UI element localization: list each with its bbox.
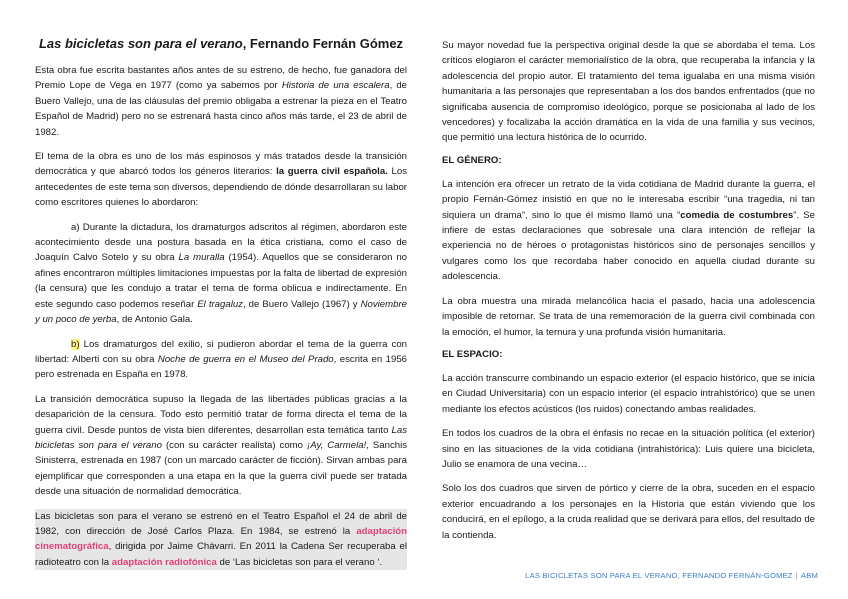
document-title: [35, 36, 407, 52]
text-span: La intención era ofrecer un retrato de la vida cotidiana de Madrid durante la guerra, el propio Fernán-Gómez insistió en que no le interesaba escribir “una tragedia, ni tan siquiera un drama”, sino lo que él mismo llamó una “: [442, 178, 815, 221]
text-span: de ‘Las bicicletas son para el verano ‘.: [216, 556, 383, 568]
text-span: Las bicicletas son para el verano se estrenó en el Teatro Español el 24 de abril de 1982, con dirección de José Carlos Plaza. En 1984, se estrenó la: [35, 510, 407, 537]
text-span: , de Buero Vallejo (1967) y: [242, 298, 361, 310]
paragraph-dictadura: [35, 220, 407, 328]
text-italic: Noche de guerra en el Museo del Prado: [157, 353, 334, 365]
text-span: ”. Se infiere de estas declaraciones que sobresale una clara intención de reflejar la experiencia no de héroes o protagonistas históricos sino de personajes sencillos y vulgares como los que recordaba haber conocido en aquella ciudad durante su adolescencia.: [442, 209, 815, 283]
text-span: , de Antonio Gala.: [116, 314, 193, 326]
paragraph-exilio: [35, 337, 407, 383]
heading-genero: EL GÉNERO:: [442, 154, 502, 166]
text-italic: Noviembre y un poco de yerba: [35, 298, 407, 326]
text-span: (con su carácter realista) como: [161, 439, 308, 451]
link-adaptacion-cinematografica[interactable]: adaptación cinematográfica: [35, 525, 407, 553]
paragraph-accion: La acción transcurre combinando un espacio exterior (el espacio histórico, que se inicia en Ciudad Universitaria) con un espacio interior (el espacio intrahistórico) que se unen mediante los efectos acústicos (los ruidos) conectando ambas realidades.: [442, 372, 815, 415]
text-span: Esta obra fue escrita bastantes años antes de su estreno, de hecho, fue ganadora del Premio Lope de Vega en 1977 (como ya sabemos por: [35, 65, 407, 92]
paragraph-mirada: La obra muestra una mirada melancólica hacia el pasado, hacia una adolescencia imposible de retornar. Se trata de una rememoración de la guerra civil combinada con la emoción, el humor, la ternura y una profunda visión humanitaria.: [442, 295, 815, 338]
paragraph-novedad: Su mayor novedad fue la perspectiva original desde la que se abordaba el tema. Los críticos elogiaron el carácter memorialístico de la obra, que recuperaba la infancia y la adolescencia del propio autor. El tratamiento del tema igualaba en una misma visión humanitaria a las personajes que representaban a los dos bandos enfrentados (que no significaba ausencia de compromiso ideológico, porque se posicionaba al lado de los vencedores) y focalizaba la acción dramática en la vida de una familia y sus vecinos, que permitió una lectura histórica de lo ocurrido.: [442, 40, 815, 144]
text-span: Los antecedentes de este tema son diversos, dependiendo de dónde desarrollaran su labor como escritores quienes lo abordaron:: [35, 166, 407, 209]
paragraph-genero: [442, 177, 815, 285]
paragraph-cuadros: En todos los cuadros de la obra el énfasis no recae en la situación política (el exterior) sino en las situaciones de la vida cotidiana (intrahistórica): Luis quiere una bicicleta, Julio se enamora de una vecina…: [442, 428, 815, 470]
text-span: El tema de la obra es uno de los más espinosos y más tratados desde la transición democrática y que abarcó todos los géneros literarios:: [35, 151, 407, 178]
text-span: , escrita en 1956 pero estrenada en España en 1978.: [35, 353, 407, 381]
paragraph-transicion: [35, 392, 407, 500]
text-span: , Sanchis Sinisterra, estrenada en 1987 (con un marcado carácter de ficción). Sirvan ambas para ejemplificar que corresponden a una etapa en la que la guerra civil puede ser tratada desde una situación de normalidad democrática.: [35, 439, 408, 498]
footer-title: LAS BICICLETAS SON PARA EL VERANO, FERNANDO FERNÁN-GÓMEZ: [525, 571, 793, 580]
text-italic: ¡Ay, Carmela!: [307, 439, 367, 451]
text-bold: la guerra civil española.: [276, 166, 388, 178]
text-span: a) Durante la dictadura, los dramaturgos adscritos al régimen, abordaron este acontecimiento desde una postura basada en la ética cristiana, como el caso de Joaquín Calvo Sotelo y su obra: [35, 221, 407, 264]
heading-espacio: EL ESPACIO:: [442, 348, 503, 360]
paragraph-estreno: [35, 509, 407, 571]
page-footer: [525, 571, 818, 580]
title-work: Las bicicletas son para el verano: [38, 36, 243, 51]
left-column: [35, 36, 407, 579]
paragraph-portico: Solo los dos cuadros que sirven de pórtico y cierre de la obra, suceden en el espacio exterior encuadrando a los personajes en la Historia que están viviendo que los conducirá, en el epílogo, a la cruda realidad que se derivará para ellos, del resultado de la contienda.: [442, 483, 815, 541]
highlight-marker: b): [71, 338, 80, 350]
text-span: La transición democrática supuso la llegada de las libertades públicas gracias a la desaparición de la censura. Todo esto permitió tratar de forma directa el tema de la guerra civil. Desde puntos de vista bien diferentes, desarrollan esta temática tanto: [35, 393, 407, 436]
text-italic: Las bicicletas son para el verano: [35, 424, 407, 451]
paragraph-tema: [35, 149, 407, 211]
text-span: Los dramaturgos del exilio, si pudieron abordar el tema de la guerra con libertad: Alberti con su obra: [35, 338, 407, 365]
text-span: (1954). Aquellos que se consideraron no afines encontraron múltiples limitaciones impuestas por la falta de libertad de expresión (la censura) que les condujo a tratar el tema de forma oblicua e indirectamente. En este segundo caso podemos reseñar: [35, 252, 408, 310]
text-span: , de Buero Vallejo, una de las cláusulas del premio obligaba a estrenar la pieza en el Teatro Español de Madrid) pero no se estrenará hasta cinco años más tarde, el 23 de abril de 1982.: [35, 80, 407, 138]
footer-initials: ABM: [800, 571, 818, 580]
text-italic: Historia de una escalera: [281, 80, 390, 92]
paragraph-intro: [35, 63, 407, 140]
footer-separator: |: [795, 571, 798, 580]
title-author: , Fernando Fernán Gómez: [242, 36, 404, 51]
text-bold: comedia de costumbres: [680, 209, 794, 221]
text-span: , dirigida por Jaime Chávarri. En 2011 la Cadena Ser recuperaba el radioteatro con la: [35, 541, 407, 568]
text-italic: El tragaluz: [197, 298, 243, 310]
right-column: [442, 38, 815, 552]
link-adaptacion-radiofonica[interactable]: adaptación radiofónica: [111, 556, 217, 568]
text-italic: La muralla: [178, 252, 225, 264]
